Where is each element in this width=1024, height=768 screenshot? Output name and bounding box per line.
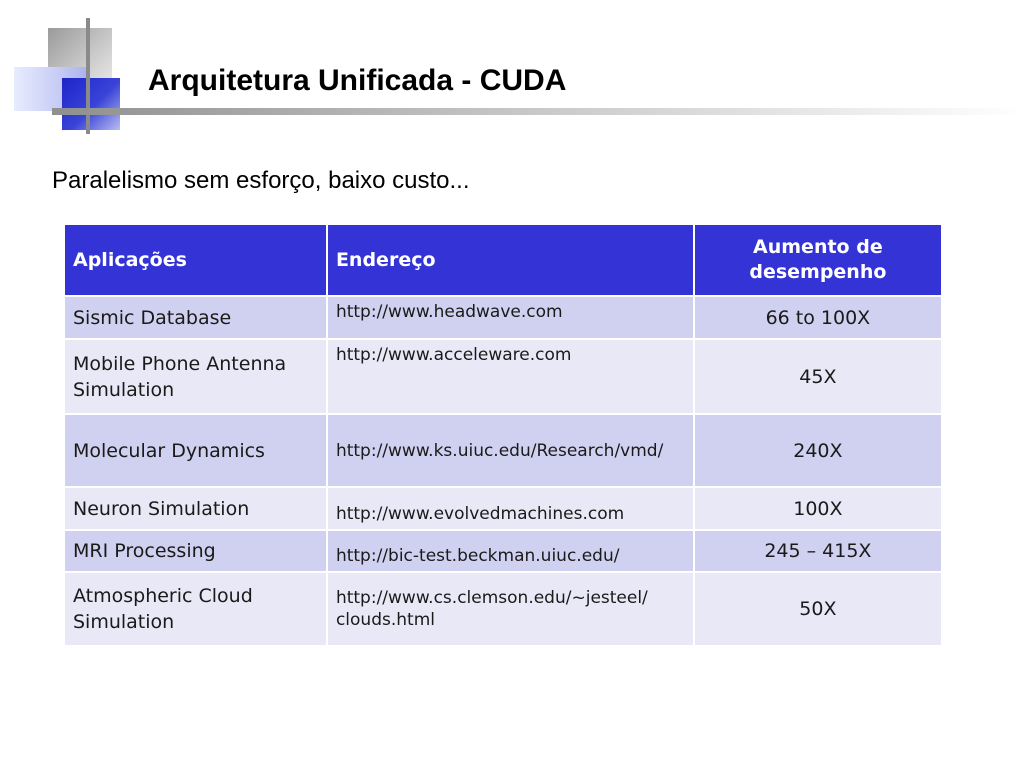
header-applications: Aplicações xyxy=(64,224,327,296)
table-row xyxy=(64,414,942,487)
cell-application: Atmospheric Cloud Simulation xyxy=(64,572,327,646)
cell-gain: 50X xyxy=(694,572,942,646)
table-row xyxy=(64,296,942,339)
logo-blue-square xyxy=(62,78,120,130)
table-row xyxy=(64,339,942,414)
slide-title: Arquitetura Unificada - CUDA xyxy=(148,64,567,97)
cell-gain: 45X xyxy=(694,339,942,414)
cell-url: http://www.acceleware.com xyxy=(327,339,694,414)
cell-application: Mobile Phone Antenna Simulation xyxy=(64,339,327,414)
table-header-row xyxy=(64,224,942,296)
table-row xyxy=(64,487,942,530)
table-row xyxy=(64,572,942,646)
performance-table xyxy=(63,223,943,647)
title-underline xyxy=(52,108,1024,115)
logo-vertical-line xyxy=(86,18,90,134)
cell-application: MRI Processing xyxy=(64,530,327,572)
cell-gain: 240X xyxy=(694,414,942,487)
cell-gain: 66 to 100X xyxy=(694,296,942,339)
cell-url: http://www.cs.clemson.edu/~jesteel/ clouds.html xyxy=(327,572,694,646)
header-address: Endereço xyxy=(327,224,694,296)
header-performance-gain: Aumento de desempenho xyxy=(694,224,942,296)
cell-url: http://www.ks.uiuc.edu/Research/vmd/ xyxy=(327,414,694,487)
cell-application: Molecular Dynamics xyxy=(64,414,327,487)
cell-application: Neuron Simulation xyxy=(64,487,327,530)
cell-gain: 245 – 415X xyxy=(694,530,942,572)
cell-url: http://www.evolvedmachines.com xyxy=(327,487,694,530)
cell-application: Sismic Database xyxy=(64,296,327,339)
cell-url: http://bic-test.beckman.uiuc.edu/ xyxy=(327,530,694,572)
cell-gain: 100X xyxy=(694,487,942,530)
slide-subtitle: Paralelismo sem esforço, baixo custo... xyxy=(52,167,470,194)
cell-url: http://www.headwave.com xyxy=(327,296,694,339)
table-row xyxy=(64,530,942,572)
